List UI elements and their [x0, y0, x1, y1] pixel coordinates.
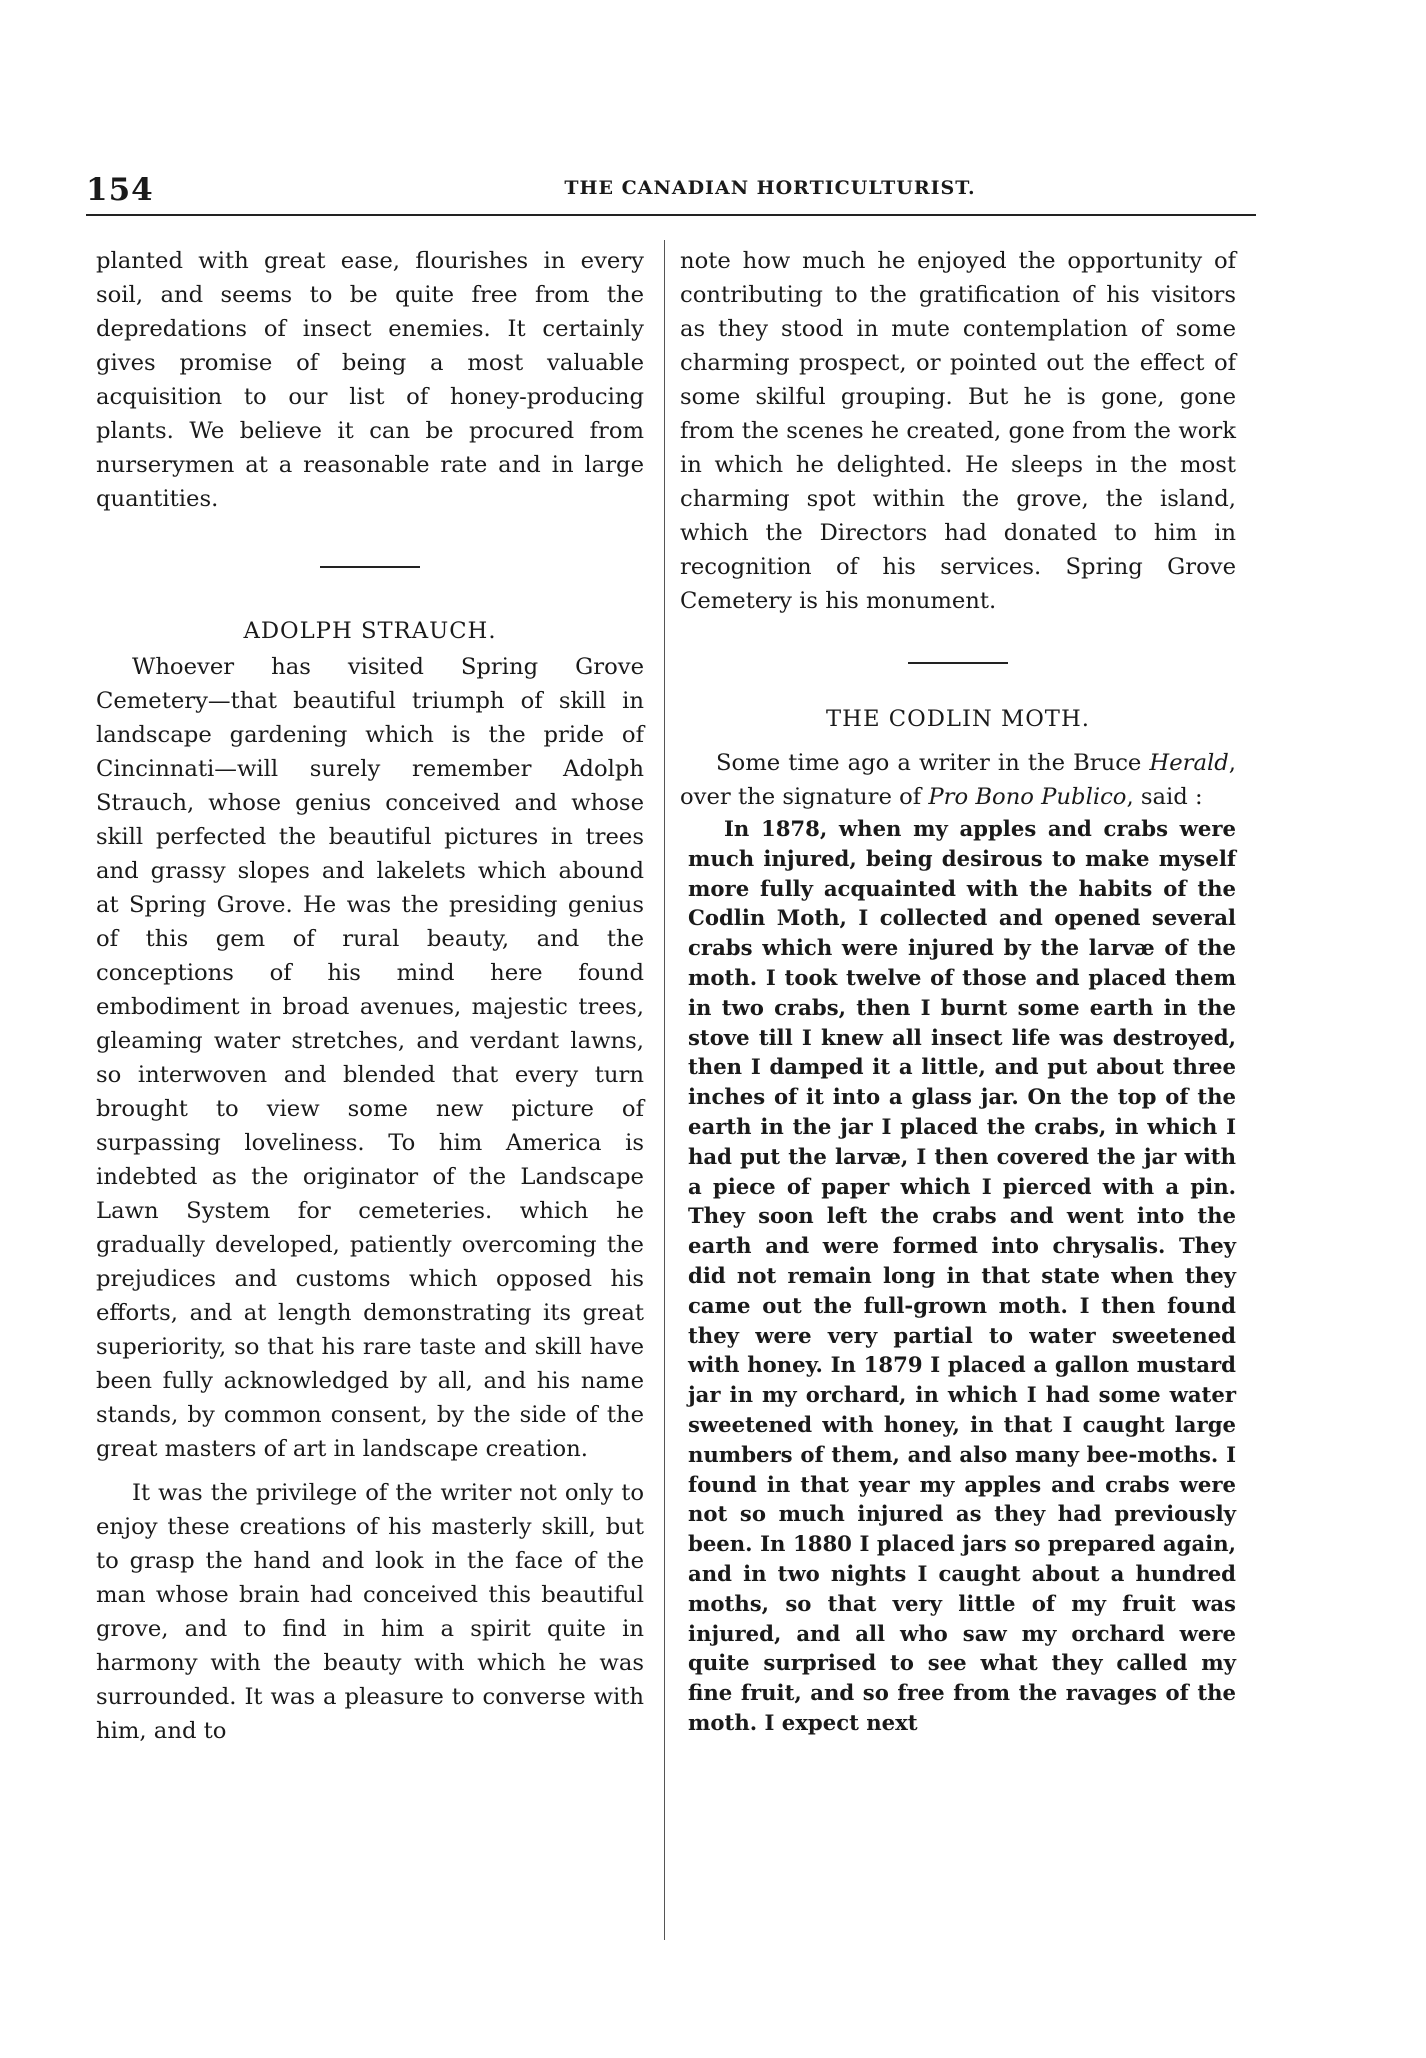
running-title: THE CANADIAN HORTICULTURIST.: [564, 177, 976, 199]
codlin-quote-block: [688, 814, 1236, 1738]
strauch-paragraph-2: It was the privilege of the writer not only to enjoy these creations of his masterly skill, but to grasp the hand and look in the face of the man whose brain had conceived this beautiful grove, and to find in him a spirit quite in harmony with the beauty with which he was surrounded. It was a pleasure to converse with him, and to: [96, 1480, 644, 1744]
header-rule: [86, 214, 1256, 216]
left-continuation-paragraph: planted with great ease, flourishes in every soil, and seems to be quite free from the depredations of insect enemies. It certainly gives promise of being a most valuable acquisition to our list of honey-producing plants. We believe it can be procured from nurserymen at a reasonable rate and in large quantities.: [96, 248, 644, 512]
codlin-quote-paragraph: In 1878, when my apples and crabs were much injured, being desirous to make myself more fully acquainted with the habits of the Codlin Moth, I collected and opened several crabs which were injured by the larvæ of the moth. I took twelve of those and placed them in two crabs, then I burnt some earth in the stove till I knew all insect life was destroyed, then I damped it a little, and put about three inches of it into a glass jar. On the top of the earth in the jar I placed the crabs, in which I had put the larvæ, I then covered the jar with a piece of paper which I pierced with a pin. They soon left the crabs and went into the earth and were formed into chrysalis. They did not remain long in that state when they came out the full-grown moth. I then found they were very partial to water sweetened with honey. In 1879 I placed a gallon mustard jar in my orchard, in which I had some water sweetened with honey, in that I caught large numbers of them, and also many bee-moths. I found in that year my apples and crabs were not so much injured as they had previously been. In 1880 I placed jars so prepared again, and in two nights I caught about a hundred moths, so that very little of my fruit was injured, and all who saw my orchard were quite surprised to see what they called my fine fruit, and so free from the ravages of the moth. I expect next: [688, 816, 1236, 1735]
section-title-strauch: ADOLPH STRAUCH.: [243, 618, 497, 644]
page-number: 154: [86, 172, 154, 208]
intro-signature: Pro Bono Publico: [928, 784, 1127, 810]
section-title-codlin-moth: THE CODLIN MOTH.: [826, 706, 1090, 732]
intro-herald: Herald: [1149, 750, 1229, 776]
intro-text-3: , said :: [1126, 784, 1203, 810]
codlin-intro-paragraph: [680, 746, 1236, 814]
intro-text-1: Some time ago a writer in the Bruce: [716, 750, 1150, 776]
strauch-paragraph-1: Whoever has visited Spring Grove Cemetery—that beautiful triumph of skill in landscape gardening which is the pride of Cincinnati—will surely remember Adolph Strauch, whose genius conceived and whose skill perfected the beautiful pictures in trees and grassy slopes and lakelets which abound at Spring Grove. He was the presiding genius of this gem of rural beauty, and the conceptions of his mind here found embodiment in broad avenues, majestic trees, gleaming water stretches, and verdant lawns, so interwoven and blended that every turn brought to view some new picture of surpassing loveliness. To him America is indebted as the originator of the Landscape Lawn System for cemeteries. which he gradually developed, patiently overcoming the prejudices and customs which opposed his efforts, and at length demonstrating its great superiority, so that his rare taste and skill have been fully acknowledged by all, and his name stands, by common consent, by the side of the great masters of art in landscape creation.: [96, 654, 644, 1462]
right-continuation-paragraph: note how much he enjoyed the opportunity of contributing to the gratification of his visitors as they stood in mute contemplation of some charming prospect, or pointed out the effect of some skilful grouping. But he is gone, gone from the scenes he created, gone from the work in which he delighted. He sleeps in the most charming spot within the grove, the island, which the Directors had donated to him in recognition of his services. Spring Grove Cemetery is his monument.: [680, 248, 1236, 614]
right-column: [680, 244, 1236, 1738]
column-divider: [664, 240, 665, 1940]
left-column: [96, 244, 644, 1748]
intro-text-2: , over the signature of: [680, 750, 1236, 810]
